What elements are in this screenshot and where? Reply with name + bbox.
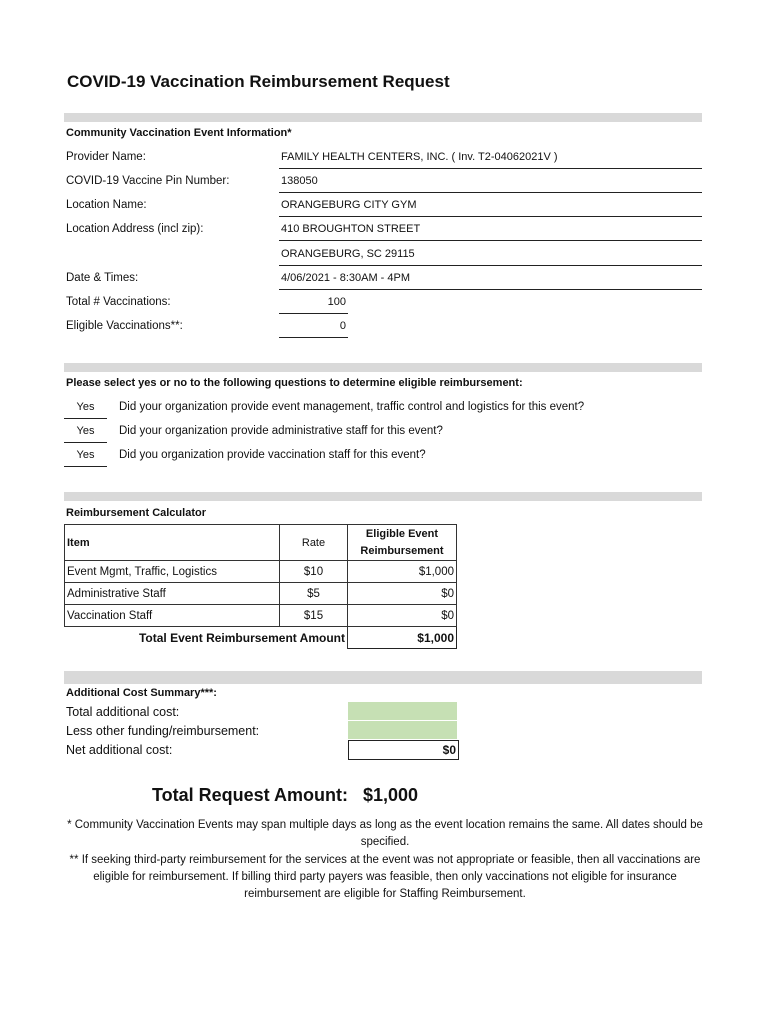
table-header-row <box>65 525 457 561</box>
provider-field[interactable]: FAMILY HEALTH CENTERS, INC. ( Inv. T2-04062021V ) <box>281 151 558 163</box>
other-funding-input[interactable] <box>348 721 457 739</box>
question-text: Did your organization provide administrative staff for this event? <box>119 425 443 437</box>
col-eligible-header-line1: Eligible Event <box>365 527 439 540</box>
questions-heading: Please select yes or no to the following questions to determine eligible reimbursement: <box>66 377 523 389</box>
eligible-vacc-label: Eligible Vaccinations**: <box>66 320 183 332</box>
total-request <box>152 785 418 806</box>
other-funding-label: Less other funding/reimbursement: <box>66 724 260 738</box>
total-vacc-underline <box>279 313 348 314</box>
section-divider <box>64 671 702 684</box>
form-title: COVID-19 Vaccination Reimbursement Request <box>67 72 450 91</box>
section-divider <box>64 113 702 122</box>
location-underline <box>279 216 702 217</box>
net-cost-value: $0 <box>348 740 459 760</box>
table-row <box>65 583 457 605</box>
total-vacc-label: Total # Vaccinations: <box>66 296 171 308</box>
row-item: Administrative Staff <box>65 583 280 605</box>
col-eligible-header-line2: Reimbursement <box>360 544 444 557</box>
additional-total-label: Total additional cost: <box>66 705 180 719</box>
col-rate-header: Rate <box>280 525 348 561</box>
pin-label: COVID-19 Vaccine Pin Number: <box>66 175 230 187</box>
row-rate: $5 <box>280 583 348 605</box>
answer-select[interactable]: Yes <box>76 425 95 437</box>
date-field[interactable]: 4/06/2021 - 8:30AM - 4PM <box>281 272 411 284</box>
total-row <box>65 627 457 649</box>
answer-underline <box>64 442 107 443</box>
table-row <box>65 605 457 627</box>
row-rate: $15 <box>280 605 348 627</box>
provider-label: Provider Name: <box>66 151 146 163</box>
provider-underline <box>279 168 702 169</box>
location-field[interactable]: ORANGEBURG CITY GYM <box>281 199 417 211</box>
location-label: Location Name: <box>66 199 147 211</box>
section-divider <box>64 492 702 501</box>
row-amount: $0 <box>348 583 457 605</box>
col-item-header: Item <box>65 525 280 561</box>
calculator-heading: Reimbursement Calculator <box>66 507 206 519</box>
col-eligible-header <box>348 525 457 561</box>
row-item: Event Mgmt, Traffic, Logistics <box>65 561 280 583</box>
question-text: Did you organization provide vaccination staff for this event? <box>119 449 426 461</box>
eligible-vacc-underline <box>279 337 348 338</box>
total-reimbursement-value: $1,000 <box>348 627 457 649</box>
answer-underline <box>64 466 107 467</box>
reimbursement-table <box>64 524 457 649</box>
row-rate: $10 <box>280 561 348 583</box>
answer-underline <box>64 418 107 419</box>
date-underline <box>279 289 702 290</box>
table-row <box>65 561 457 583</box>
answer-select[interactable]: Yes <box>76 449 95 461</box>
net-cost-label: Net additional cost: <box>66 743 173 757</box>
row-amount: $0 <box>348 605 457 627</box>
footnote-2: ** If seeking third-party reimbursement for the services at the event was not appropriate or feasible, then all vaccinations are eligible for reimbursement. If billing third party payers was feasible, then only vaccinations not eligible for insurance reimbursement are eligible for Staffing Reimbursement. <box>69 854 701 900</box>
answer-select[interactable]: Yes <box>76 401 95 413</box>
address-line1-field[interactable]: 410 BROUGHTON STREET <box>281 223 421 235</box>
additional-total-input[interactable] <box>348 702 457 720</box>
footnote-1: * Community Vaccination Events may span multiple days as long as the event location remains the same. All dates should be specified. <box>67 819 703 848</box>
total-vacc-field[interactable]: 100 <box>327 296 346 308</box>
date-label: Date & Times: <box>66 272 139 284</box>
total-request-label: Total Request Amount: <box>152 785 348 805</box>
address-line2-field[interactable]: ORANGEBURG, SC 29115 <box>281 248 415 260</box>
address-line2-underline <box>279 265 702 266</box>
total-request-value: $1,000 <box>363 785 419 805</box>
row-item: Vaccination Staff <box>65 605 280 627</box>
total-reimbursement-label: Total Event Reimbursement Amount <box>65 627 348 649</box>
address-line1-underline <box>279 240 702 241</box>
pin-field[interactable]: 138050 <box>281 175 318 187</box>
address-label: Location Address (incl zip): <box>66 223 204 235</box>
eligible-vacc-field[interactable]: 0 <box>339 320 346 332</box>
event-info-heading: Community Vaccination Event Information* <box>66 127 292 139</box>
section-divider <box>64 363 702 372</box>
question-text: Did your organization provide event management, traffic control and logistics for this event? <box>119 401 585 413</box>
additional-heading: Additional Cost Summary***: <box>66 687 217 699</box>
pin-underline <box>279 192 702 193</box>
row-amount: $1,000 <box>348 561 457 583</box>
